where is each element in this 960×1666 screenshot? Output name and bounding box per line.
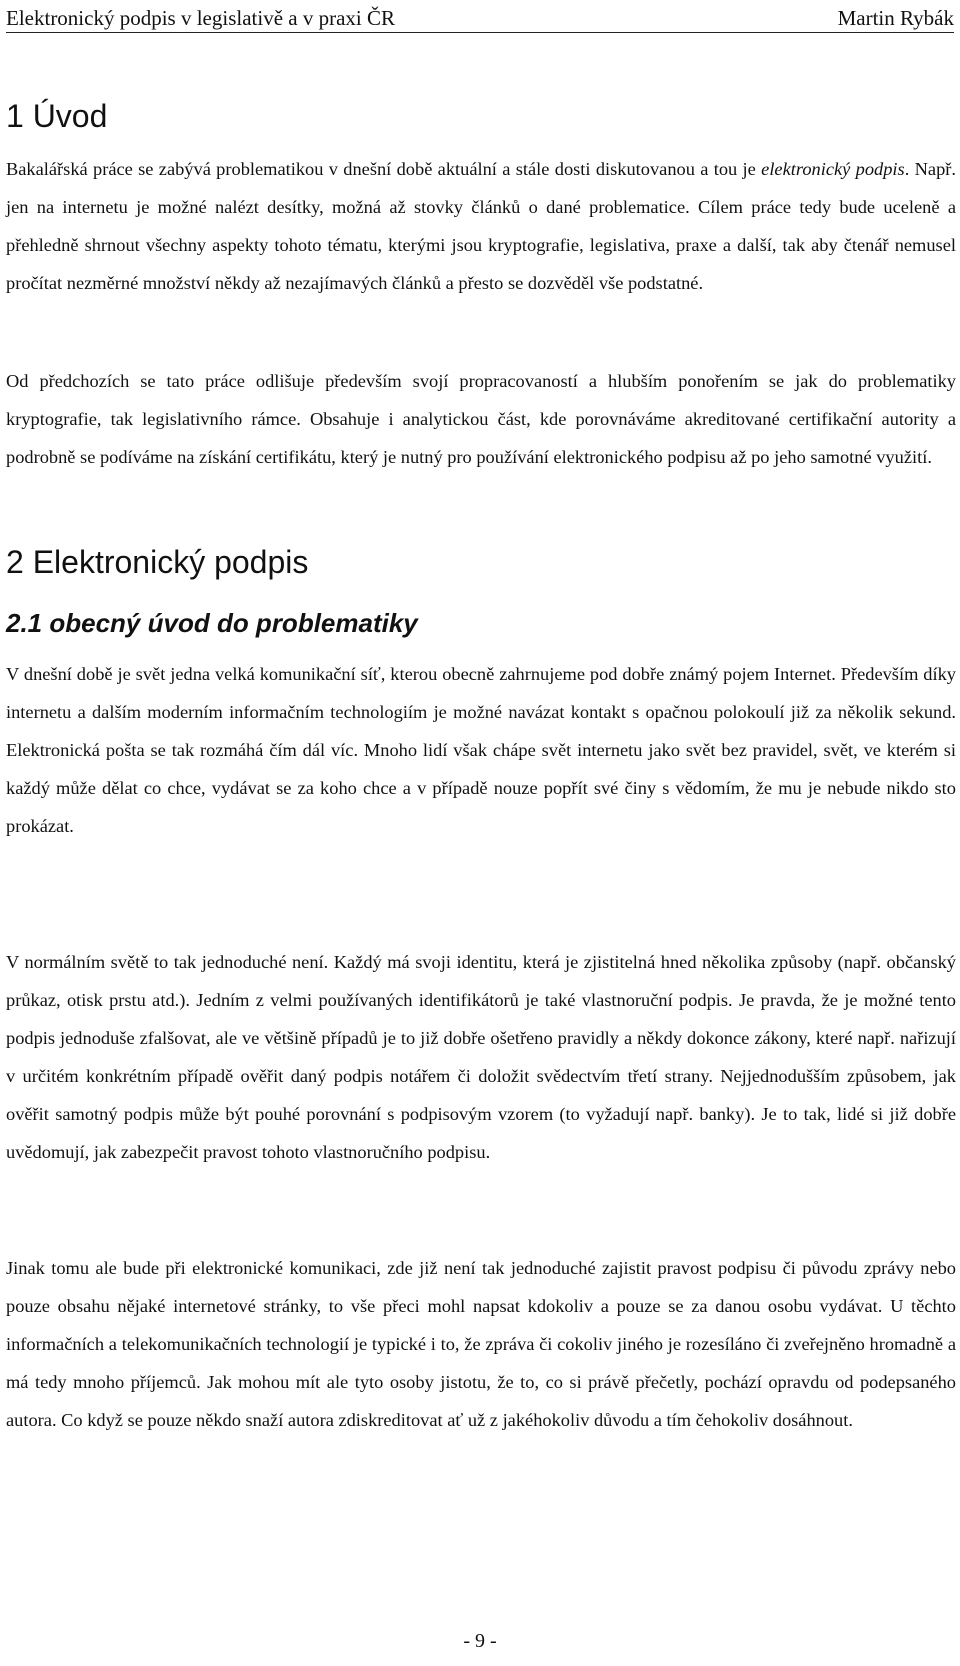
paragraph-text: . Např. jen na internetu je možné nalézt desítky, možná až stovky článků o dané problematice. Cílem práce tedy bude uceleně a přehledně shrnout všechny aspekty tohoto tématu, kterými jsou kryptografie, legislativa, praxe a další, tak aby čtenář nemusel pročítat nezměrné množství někdy až nezajímavých článků a přesto se dozvěděl vše podstatné. [6,159,956,293]
section-2-paragraph-1: V dnešní době je svět jedna velká komunikační síť, kterou obecně zahrnujeme pod dobře známý pojem Internet. Především díky internetu a dalším moderním informačním technologiím je možné navázat kontakt s opačnou polokoulí již za několik sekund. Elektronická pošta se tak rozmáhá čím dál víc. Mnoho lidí však chápe svět internetu jako svět bez pravidel, svět, ve kterém si každý může dělat co chce, vydávat se za koho chce a v případě nouze popřít své činy s vědomím, že mu je nebude nikdo sto prokázat. [6,664,956,836]
paragraph-text: Bakalářská práce se zabývá problematikou v dnešní době aktuální a stále dosti diskutovanou a tou je [6,159,762,179]
header-title: Elektronický podpis v legislativě a v praxi ČR [6,6,396,30]
section-2-paragraph-2: V normálním světě to tak jednoduché není. Každý má svoji identitu, která je zjistitelná hned několika způsoby (např. občanský průkaz, otisk prstu atd.). Jedním z velmi používaných identifikátorů je také vlastnoruční podpis. Je pravda, že je možné tento podpis jednoduše zfalšovat, ale ve většině případů je to již dobře ošetřeno pravidly a někdy dokonce zákony, které např. nařizují v určitém konkrétním případě ověřit daný podpis notářem či doložit svědectvím třetí strany. Nejjednodušším způsobem, jak ověřit samotný podpis může být pouhé porovnání s podpisovým vzorem (to vyžadují např. banky). Je to tak, lidé si již dobře uvědomují, jak zabezpečit pravost tohoto vlastnoručního podpisu. [6,952,956,1162]
section-1-paragraph-1 [6,150,956,302]
page-number: - 9 - [463,1630,497,1652]
emphasized-term: elektronický podpis [761,159,905,179]
section-2-paragraph-3: Jinak tomu ale bude při elektronické komunikaci, zde již není tak jednoduché zajistit pravost podpisu či původu zprávy nebo pouze obsahu nějaké internetové stránky, to vše přeci mohl napsat kdokoliv a pouze se za danou osobu vydávat. U těchto informačních a telekomunikačních technologií je typické i to, že zpráva či cokoliv jiného je rozesíláno či zveřejněno hromadně a má tedy mnoho příjemců. Jak mohou mít ale tyto osoby jistotu, že to, co si právě přečetly, pochází opravdu od podepsaného autora. Co když se pouze někdo snaží autora zdiskreditovat ať už z jakéhokoliv důvodu a tím čehokoliv dosáhnout. [6,1258,956,1430]
subsection-2-1-heading: 2.1 obecný úvod do problematiky [6,608,418,638]
section-2-heading: 2 Elektronický podpis [6,544,309,580]
section-1-heading: 1 Úvod [6,98,108,134]
header-author: Martin Rybák [837,6,954,30]
section-1-paragraph-2: Od předchozích se tato práce odlišuje především svojí propracovaností a hlubším ponořením se jak do problematiky kryptografie, tak legislativního rámce. Obsahuje i analytickou část, kde porovnáváme akreditované certifikační autority a podrobně se podíváme na získání certifikátu, který je nutný pro používání elektronického podpisu až po jeho samotné využití. [6,371,956,467]
running-header [6,4,954,33]
